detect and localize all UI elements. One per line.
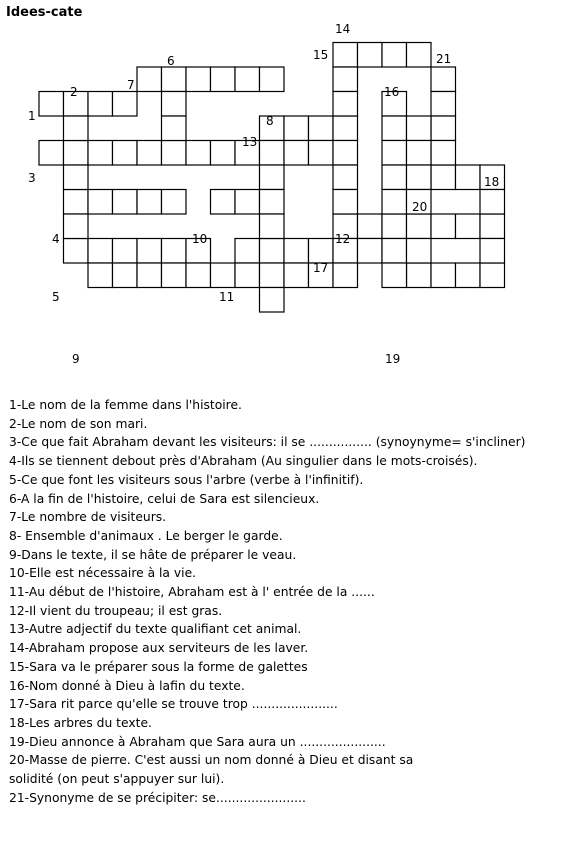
grid-cell[interactable] [137,141,162,166]
clue-number-label: 14 [335,22,351,36]
clue-number-label: 5 [52,290,60,304]
grid-cell[interactable] [431,263,456,288]
clue-number-label: 20 [412,200,428,214]
grid-cell[interactable] [235,239,260,264]
clue-item: 8- Ensemble d'animaux . Le berger le garde. [9,528,283,543]
grid-cell[interactable] [333,67,358,92]
grid-cell[interactable] [186,263,211,288]
clue-number-label: 15 [313,48,329,62]
grid-cell[interactable] [162,141,187,166]
grid-cell[interactable] [480,263,505,288]
grid-cell[interactable] [333,141,358,166]
grid-cell[interactable] [260,165,285,190]
grid-cell[interactable] [211,141,236,166]
grid-cell[interactable] [235,263,260,288]
grid-cell[interactable] [260,214,285,239]
grid-cell[interactable] [88,141,113,166]
grid-cell[interactable] [64,165,89,190]
grid-cell[interactable] [284,141,309,166]
clue-number-label: 3 [28,171,36,185]
clue-number-label: 21 [436,52,452,66]
clue-number-label: 1 [28,109,36,123]
clue-item: 1-Le nom de la femme dans l'histoire. [9,398,242,412]
grid-cell[interactable] [162,116,187,141]
clue-number-label: 18 [484,175,500,189]
grid-cell[interactable] [64,239,89,264]
grid-cell[interactable] [113,239,138,264]
clue-number-label: 6 [167,54,175,68]
grid-cell[interactable] [137,67,162,92]
clue-item: 6-A la fin de l'histoire, celui de Sara est silencieux. [9,491,320,506]
grid-cell[interactable] [162,239,187,264]
grid-cell[interactable] [137,263,162,288]
clue-item: 21-Synonyme de se précipiter: se....................... [9,790,306,805]
grid-cell[interactable] [162,263,187,288]
grid-cell[interactable] [235,67,260,92]
grid-cell[interactable] [186,67,211,92]
grid-cell[interactable] [358,239,383,264]
grid-cell[interactable] [260,67,285,92]
grid-cell[interactable] [431,165,456,190]
grid-cell[interactable] [431,214,456,239]
clue-number-label: 7 [127,78,135,92]
clue-number-label: 13 [242,135,258,149]
grid-cell[interactable] [407,239,432,264]
grid-cell[interactable] [284,263,309,288]
grid-cell[interactable] [64,214,89,239]
grid-cell[interactable] [211,263,236,288]
grid-cell[interactable] [382,190,407,215]
clue-number-label: 2 [70,85,78,99]
clue-number-label: 10 [192,232,208,246]
clue-number-label: 12 [335,232,351,246]
clue-list [9,396,569,807]
grid-cell[interactable] [39,141,64,166]
grid-cell[interactable] [358,214,383,239]
grid-cell[interactable] [284,239,309,264]
clue-item: 16-Nom donné à Dieu à lafin du texte. [9,678,245,693]
grid-cell[interactable] [407,214,432,239]
grid-cell[interactable] [88,239,113,264]
grid-cell[interactable] [260,190,285,215]
clue-item: 9-Dans le texte, il se hâte de préparer le veau. [9,547,297,562]
clue-item: 12-Il vient du troupeau; il est gras. [9,603,223,618]
grid-cell[interactable] [382,263,407,288]
grid-cell[interactable] [480,239,505,264]
grid-cell[interactable] [186,141,211,166]
grid-cell[interactable] [358,43,383,68]
grid-cell[interactable] [382,239,407,264]
grid-cell[interactable] [113,141,138,166]
grid-cell[interactable] [407,263,432,288]
page-title: Idees-cate [6,5,83,20]
grid-cell[interactable] [309,116,334,141]
grid-cell[interactable] [162,190,187,215]
grid-cell[interactable] [39,92,64,117]
grid-cell[interactable] [480,190,505,215]
grid-cell[interactable] [382,116,407,141]
grid-cell[interactable] [333,116,358,141]
clue-number-label: 19 [385,352,401,366]
grid-cell[interactable] [431,92,456,117]
grid-cell[interactable] [407,116,432,141]
clue-item: 4-Ils se tiennent debout près d'Abraham (Au singulier dans le mots-croisés). [9,454,478,469]
grid-cell[interactable] [137,190,162,215]
grid-cell[interactable] [333,263,358,288]
grid-cell[interactable] [113,190,138,215]
grid-cell[interactable] [333,92,358,117]
clue-item: 2-Le nom de son mari. [9,416,148,431]
clue-number-label: 4 [52,232,60,246]
grid-cell[interactable] [456,214,481,239]
grid-cell[interactable] [137,239,162,264]
grid-cell[interactable] [113,263,138,288]
grid-cell[interactable] [309,141,334,166]
grid-cell[interactable] [333,190,358,215]
clue-number-label: 8 [266,114,274,128]
grid-cell[interactable] [382,141,407,166]
grid-cell[interactable] [382,43,407,68]
grid-cell[interactable] [407,165,432,190]
grid-cell[interactable] [456,165,481,190]
clue-number-label: 9 [72,352,80,366]
clue-item: 18-Les arbres du texte. [9,715,152,730]
grid-cell[interactable] [333,165,358,190]
crossword-grid [0,0,575,380]
clue-number-label: 11 [219,290,235,304]
clue-item: 17-Sara rit parce qu'elle se trouve trop ...................... [9,697,338,712]
grid-cell[interactable] [88,190,113,215]
clue-item: 15-Sara va le préparer sous la forme de galettes [9,659,308,674]
grid-cell[interactable] [260,239,285,264]
grid-cell[interactable] [260,288,285,313]
grid-cell[interactable] [407,43,432,68]
grid-cell[interactable] [382,214,407,239]
grid-cell[interactable] [431,116,456,141]
grid-cell[interactable] [88,263,113,288]
grid-cell[interactable] [260,141,285,166]
grid-cell[interactable] [235,190,260,215]
grid-cell[interactable] [211,190,236,215]
grid-cell[interactable] [382,165,407,190]
grid-cell[interactable] [456,263,481,288]
clue-number-label: 17 [313,261,329,275]
clue-item: 20-Masse de pierre. C'est aussi un nom donné à Dieu et disant sa solidité (on peut s'appuyer sur lui). [9,753,414,787]
grid-cell[interactable] [284,116,309,141]
clue-item: 3-Ce que fait Abraham devant les visiteurs: il se ................ (synoynyme= s'incliner) [9,435,526,450]
grid-cell[interactable] [88,92,113,117]
clue-item: 14-Abraham propose aux serviteurs de les laver. [9,641,309,656]
grid-cell[interactable] [309,239,334,264]
grid-cell[interactable] [211,67,236,92]
clue-number-label: 16 [384,85,400,99]
clue-item: 19-Dieu annonce à Abraham que Sara aura un ...................... [9,734,386,749]
clue-item: 5-Ce que font les visiteurs sous l'arbre (verbe à l'infinitif). [9,472,364,487]
grid-cell[interactable] [64,116,89,141]
grid-cell[interactable] [407,141,432,166]
grid-cell[interactable] [162,67,187,92]
clue-item: 13-Autre adjectif du texte qualifiant cet animal. [9,622,302,637]
grid-cell[interactable] [64,141,89,166]
clue-item: 7-Le nombre de visiteurs. [9,510,167,525]
grid-cell[interactable] [64,190,89,215]
grid-cell[interactable] [162,92,187,117]
grid-cell[interactable] [333,43,358,68]
clue-item: 11-Au début de l'histoire, Abraham est à l' entrée de la ...... [9,585,375,600]
clue-item: 10-Elle est nécessaire à la vie. [9,566,197,581]
grid-cell[interactable] [113,92,138,117]
grid-cell[interactable] [431,67,456,92]
grid-cell[interactable] [480,214,505,239]
grid-cell[interactable] [260,263,285,288]
grid-cell[interactable] [431,141,456,166]
